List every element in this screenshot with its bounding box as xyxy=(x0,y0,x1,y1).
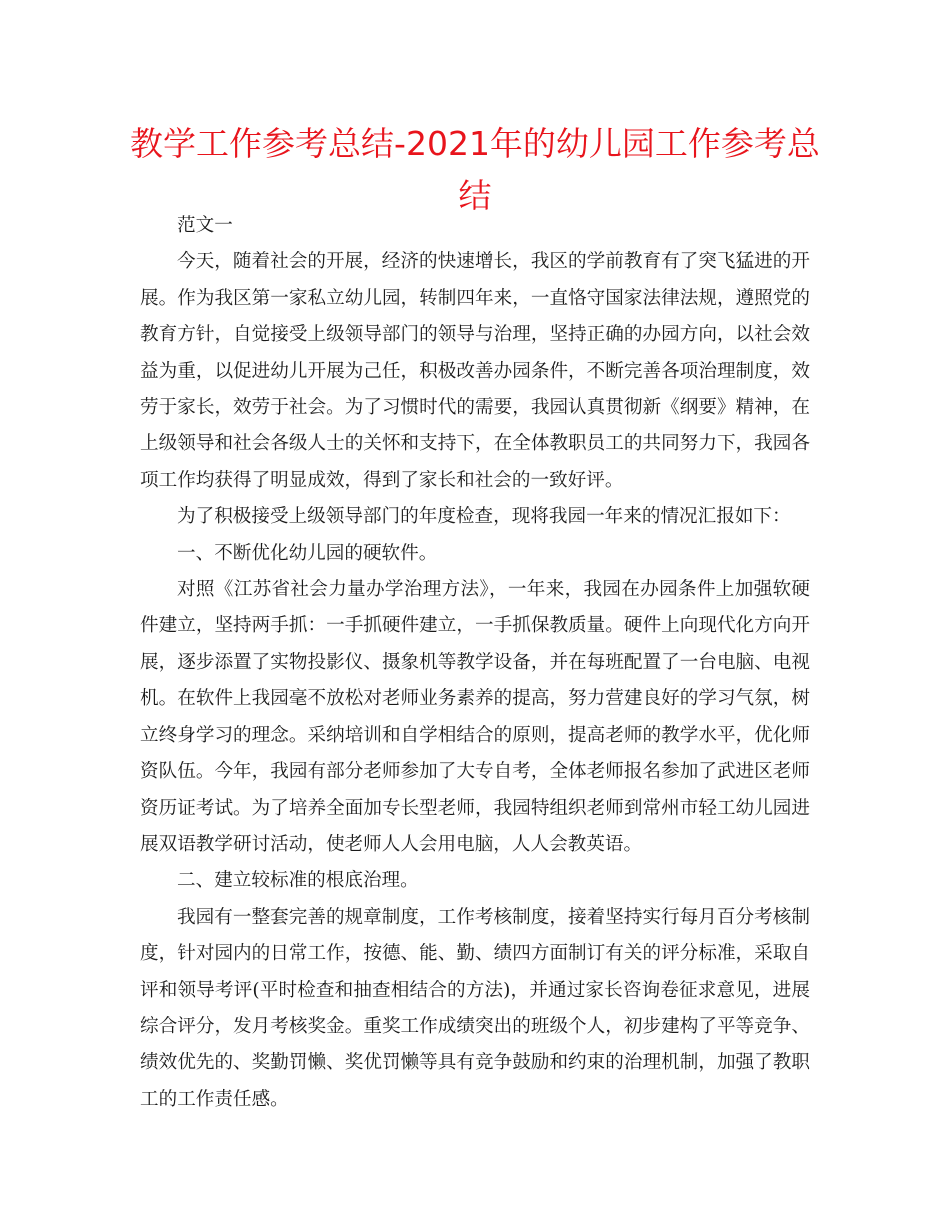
body-paragraph: 我园有一整套完善的规章制度，工作考核制度，接着坚持实行每月百分考核制度，针对园内的日常工作，按德、能、勤、绩四方面制订有关的评分标准，采取自评和领导考评(平时检查和抽查相结合的方法)，并通过家长咨询卷征求意见，进展综合评分，发月考核奖金。重奖工作成绩突出的班级个人，初步建构了平等竞争、绩效优先的、奖勤罚懒、奖优罚懒等具有竞争鼓励和约束的治理机制，加强了教职工的工作责任感。 xyxy=(140,906,810,1110)
body-paragraph: 为了积极接受上级领导部门的年度检查，现将我园一年来的情况汇报如下： xyxy=(177,506,791,528)
section-heading: 一、不断优化幼儿园的硬软件。 xyxy=(177,542,438,564)
document-title: 教学工作参考总结-2021年的幼儿园工作参考总结 xyxy=(130,124,820,215)
section-label: 范文一 xyxy=(177,215,233,236)
section-heading: 二、建立较标准的根底治理。 xyxy=(177,870,419,892)
body-paragraph: 对照《江苏省社会力量办学治理方法》，一年来，我园在办园条件上加强软硬件建立，坚持两手抓：一手抓硬件建立，一手抓保教质量。硬件上向现代化方向开展，逐步添置了实物投影仪、摄象机等教学设备，并在每班配置了一台电脑、电视机。在软件上我园毫不放松对老师业务素养的提高，努力营建良好的学习气氛，树立终身学习的理念。采纳培训和自学相结合的原则，提高老师的教学水平，优化师资队伍。今年，我园有部分老师参加了大专自考，全体老师报名参加了武进区老师资历证考试。为了培养全面加专长型老师，我园特组织老师到常州市轻工幼儿园进展双语教学研讨活动，使老师人人会用电脑，人人会教英语。 xyxy=(140,579,810,855)
document-body xyxy=(140,208,810,1118)
body-paragraph: 今天，随着社会的开展，经济的快速增长，我区的学前教育有了突飞猛进的开展。作为我区第一家私立幼儿园，转制四年来，一直恪守国家法律法规，遵照党的教育方针，自觉接受上级领导部门的领导与治理，坚持正确的办园方向，以社会效益为重，以促进幼儿开展为己任，积极改善办园条件，不断完善各项治理制度，效劳于家长，效劳于社会。为了习惯时代的需要，我园认真贯彻新《纲要》精神，在上级领导和社会各级人士的关怀和支持下，在全体教职员工的共同努力下，我园各项工作均获得了明显成效，得到了家长和社会的一致好评。 xyxy=(140,251,810,491)
